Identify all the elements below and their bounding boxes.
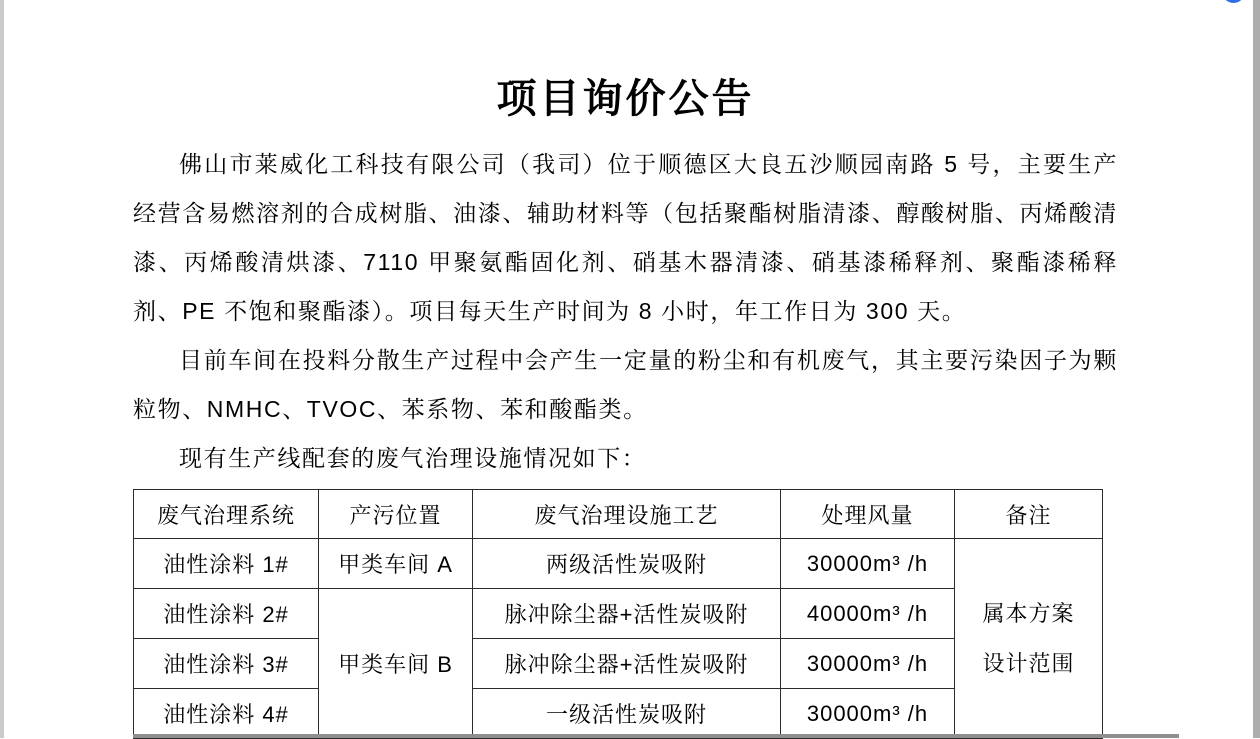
- cell-system: 油性涂料 1#: [134, 539, 319, 589]
- table-row: [134, 539, 1103, 589]
- paragraph-company-intro: 佛山市莱威化工科技有限公司（我司）位于顺德区大良五沙顺园南路 5 号，主要生产经营含易燃溶剂的合成树脂、油漆、辅助材料等（包括聚酯树脂清漆、醇酸树脂、丙烯酸清漆、丙烯酸清烘漆、7110 甲聚氨酯固化剂、硝基木器清漆、硝基漆稀释剂、聚酯漆稀释剂、PE 不饱和聚酯漆）。项目每天生产时间为 8 小时，年工作日为 300 天。: [133, 151, 1118, 324]
- cell-process: 一级活性炭吸附: [473, 689, 781, 739]
- header-process: 废气治理设施工艺: [473, 490, 781, 539]
- paragraph-table-lead-in: 现有生产线配套的废气治理设施情况如下：: [179, 445, 647, 471]
- remark-line: 设计范围: [982, 650, 1075, 676]
- cell-airflow: 30000m³ /h: [781, 639, 955, 689]
- cell-airflow: 30000m³ /h: [781, 539, 955, 589]
- cell-system: 油性涂料 2#: [134, 589, 319, 639]
- cell-system: 油性涂料 4#: [134, 689, 319, 739]
- cell-remark-merged: [955, 539, 1103, 739]
- vertical-scrollbar[interactable]: [1253, 0, 1260, 738]
- page-title: 项目询价公告: [496, 76, 755, 121]
- floating-assistant-button-icon[interactable]: [1222, 0, 1245, 3]
- header-airflow: 处理风量: [781, 490, 955, 539]
- cell-process: 脉冲除尘器+活性炭吸附: [473, 639, 781, 689]
- horizontal-scrollbar[interactable]: [133, 734, 1179, 738]
- window-left-edge: [0, 0, 4, 738]
- cell-location: 甲类车间 A: [319, 539, 473, 589]
- table-header-row: [134, 490, 1103, 539]
- header-location: 产污位置: [319, 490, 473, 539]
- document-page: [133, 0, 1118, 739]
- header-system: 废气治理系统: [134, 490, 319, 539]
- cell-process: 脉冲除尘器+活性炭吸附: [473, 589, 781, 639]
- cell-system: 油性涂料 3#: [134, 639, 319, 689]
- cell-process: 两级活性炭吸附: [473, 539, 781, 589]
- paragraph-pollutants: 目前车间在投料分散生产过程中会产生一定量的粉尘和有机废气，其主要污染因子为颗粒物、NMHC、TVOC、苯系物、苯和酸酯类。: [133, 347, 1118, 422]
- cell-airflow: 40000m³ /h: [781, 589, 955, 639]
- waste-gas-treatment-table: [133, 489, 1103, 739]
- cell-location-merged: 甲类车间 B: [319, 589, 473, 739]
- cell-airflow: 30000m³ /h: [781, 689, 955, 739]
- remark-line: 属本方案: [982, 600, 1075, 626]
- header-remark: 备注: [955, 490, 1103, 539]
